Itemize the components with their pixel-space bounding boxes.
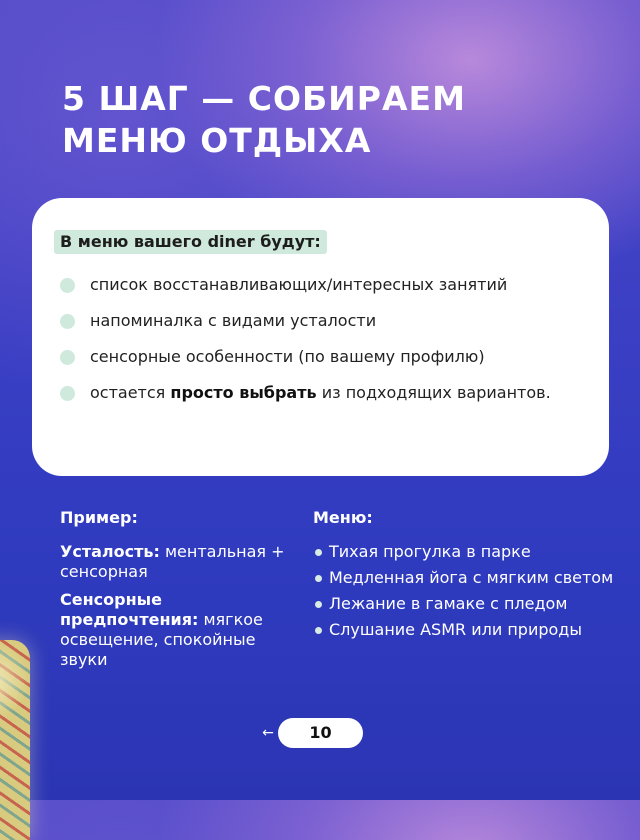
page-number-badge: 10 bbox=[278, 718, 363, 748]
sensory-label: Сенсорные предпочтения: bbox=[60, 590, 199, 629]
list-item-text-bold: просто выбрать bbox=[170, 383, 317, 402]
sensory-text bbox=[60, 590, 300, 670]
menu-column bbox=[313, 508, 623, 646]
list-item-text-end: из подходящих вариантов. bbox=[316, 383, 551, 402]
sensory-value: мягкое освещение, спокойные звуки bbox=[60, 610, 263, 669]
example-column bbox=[60, 508, 300, 678]
pager bbox=[258, 718, 363, 748]
page-title-line-1: 5 ШАГ — СОБИРАЕМ bbox=[62, 79, 466, 118]
menu-title: Меню: bbox=[313, 508, 373, 527]
bullet-dot-icon bbox=[60, 386, 75, 401]
menu-item: Тихая прогулка в парке bbox=[313, 542, 623, 562]
list-item-text: список восстанавливающих/интересных занятий bbox=[90, 275, 508, 294]
example-title: Пример: bbox=[60, 508, 138, 527]
fatigue-value: ментальная + сенсорная bbox=[60, 542, 285, 581]
fatigue-text bbox=[60, 542, 300, 582]
bullet-dot-icon bbox=[60, 314, 75, 329]
list-item-text-start: остается bbox=[90, 383, 171, 402]
list-item-text: сенсорные особенности (по вашему профилю) bbox=[90, 347, 485, 366]
list-item bbox=[60, 346, 581, 368]
menu-item: Медленная йога с мягким светом bbox=[313, 568, 623, 588]
page-title bbox=[62, 78, 466, 162]
fatigue-label: Усталость: bbox=[60, 542, 160, 561]
menu-item: Лежание в гамаке с пледом bbox=[313, 594, 623, 614]
bullet-dot-icon bbox=[60, 350, 75, 365]
info-card bbox=[32, 198, 609, 476]
candle-decoration bbox=[0, 640, 30, 840]
menu-list bbox=[313, 542, 623, 640]
list-item-text: напоминалка с видами усталости bbox=[90, 311, 377, 330]
arrow-left-icon[interactable]: ← bbox=[262, 725, 274, 741]
list-item bbox=[60, 274, 581, 296]
card-heading: В меню вашего diner будут: bbox=[54, 230, 327, 254]
bullet-dot-icon bbox=[60, 278, 75, 293]
page-title-line-2: МЕНЮ ОТДЫХА bbox=[62, 121, 372, 160]
list-item bbox=[60, 382, 581, 404]
card-list bbox=[60, 274, 581, 404]
menu-item: Слушание ASMR или природы bbox=[313, 620, 623, 640]
list-item bbox=[60, 310, 581, 332]
